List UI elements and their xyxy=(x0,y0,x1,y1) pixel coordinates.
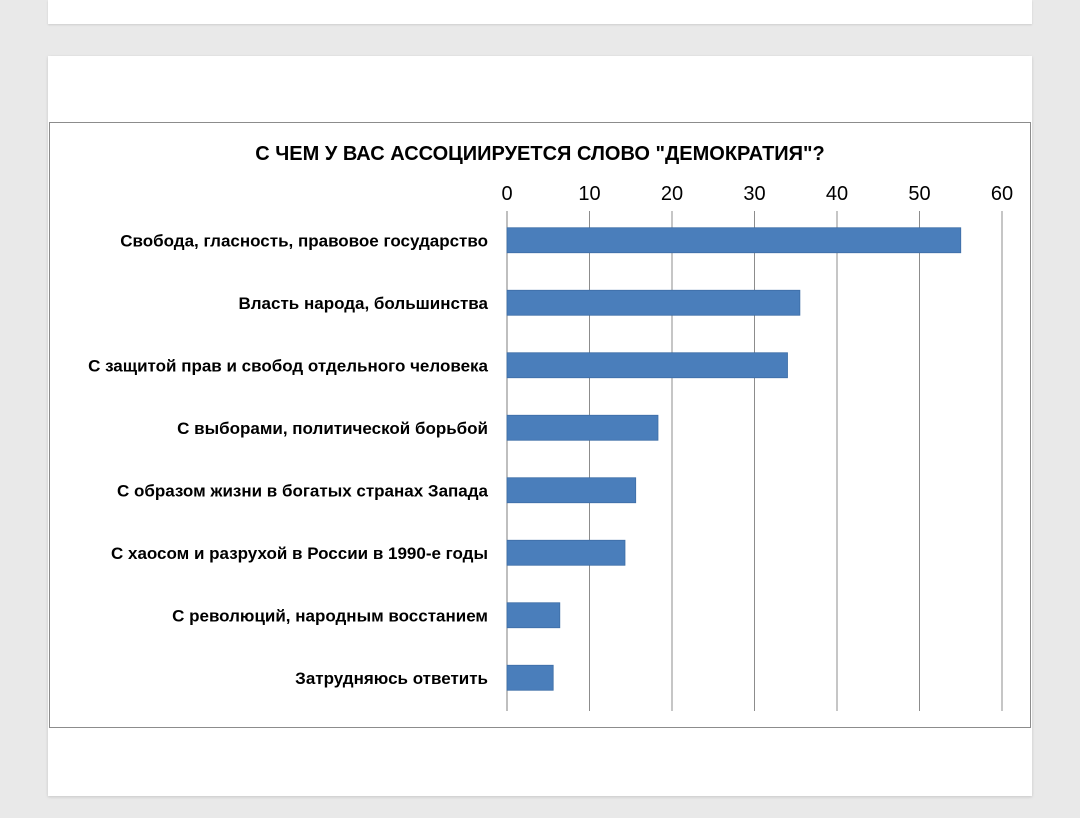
x-tick-label: 40 xyxy=(825,183,849,205)
category-label: С защитой прав и свобод отдельного человека xyxy=(88,356,488,376)
category-label: С революций, народным восстанием xyxy=(172,606,488,626)
category-labels xyxy=(88,231,488,688)
bar xyxy=(507,228,961,253)
category-label: Власть народа, большинства xyxy=(238,293,488,313)
x-tick-label: 30 xyxy=(743,183,766,205)
bar xyxy=(507,603,560,628)
x-tick-label: 60 xyxy=(990,183,1014,205)
x-tick-label: 0 xyxy=(501,183,513,205)
category-label: С хаосом и разрухой в России в 1990-е годы xyxy=(110,543,488,563)
x-tick-label: 20 xyxy=(660,183,684,205)
chart-frame xyxy=(49,122,1031,728)
x-tick-labels xyxy=(501,183,1013,205)
bar xyxy=(507,353,788,378)
chart-title: С ЧЕМ У ВАС АССОЦИИРУЕТСЯ СЛОВО "ДЕМОКРАТИЯ"? xyxy=(255,143,825,165)
category-label: Свобода, гласность, правовое государство xyxy=(120,231,488,251)
x-tick-label: 50 xyxy=(908,183,931,205)
category-label: Затрудняюсь ответить xyxy=(295,668,488,688)
x-tick-label: 10 xyxy=(578,183,601,205)
category-label: С выборами, политической борьбой xyxy=(177,418,488,438)
bar xyxy=(507,540,625,565)
category-label: С образом жизни в богатых странах Запада xyxy=(116,481,488,501)
gridlines xyxy=(507,211,1002,711)
bar xyxy=(507,290,800,315)
previous-page-edge xyxy=(48,0,1032,24)
bars xyxy=(507,228,961,691)
bar xyxy=(507,478,636,503)
bar xyxy=(507,415,658,440)
bar xyxy=(507,665,553,690)
bar-chart xyxy=(50,123,1030,727)
